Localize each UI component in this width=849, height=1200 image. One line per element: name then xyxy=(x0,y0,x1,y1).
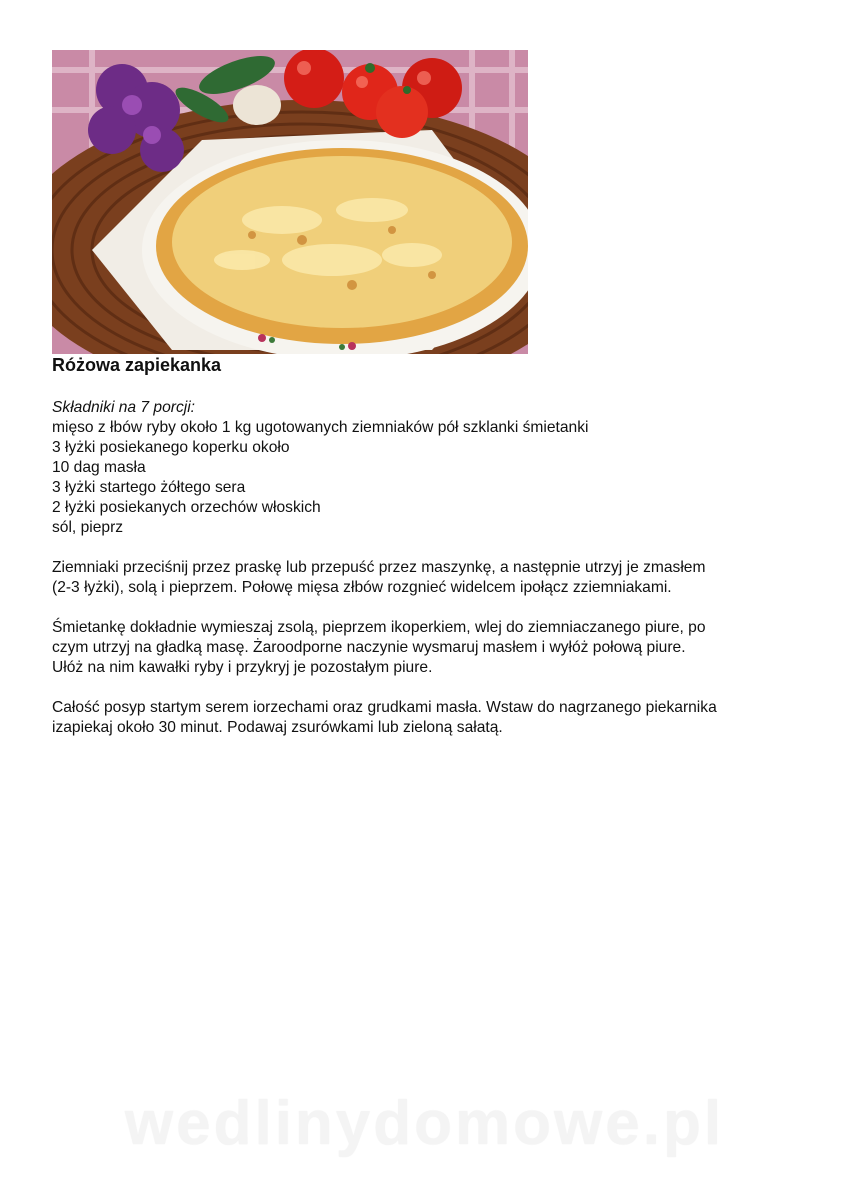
instruction-line: czym utrzyj na gładką masę. Żaroodporne naczynie wysmaruj masłem i wyłóż połową piure. xyxy=(52,639,686,656)
ingredient-line: 3 łyżki startego żółtego sera xyxy=(52,479,246,496)
ingredient-line: 10 dag masła xyxy=(52,459,146,476)
instruction-line: izapiekaj około 30 minut. Podawaj zsurówkami lub zieloną sałatą. xyxy=(52,719,503,736)
ingredients-heading: Składniki na 7 porcji: xyxy=(52,399,196,416)
instruction-paragraph xyxy=(52,698,812,738)
ingredient-line: 2 łyżki posiekanych orzechów włoskich xyxy=(52,499,321,516)
instruction-line: (2-3 łyżki), solą i pieprzem. Połowę mięsa złbów rozgnieć widelcem ipołącz zziemniakami. xyxy=(52,579,672,596)
recipe-title: Różowa zapiekanka xyxy=(52,355,222,375)
instruction-line: Ziemniaki przeciśnij przez praskę lub przepuść przez maszynkę, a następnie utrzyj je zmasłem xyxy=(52,559,706,576)
site-watermark: wedlinydomowe.pl xyxy=(124,1089,725,1158)
instruction-paragraph xyxy=(52,558,812,598)
ingredient-line: 3 łyżki posiekanego koperku około xyxy=(52,439,290,456)
ingredient-line: sól, pieprz xyxy=(52,519,124,536)
ingredient-line: mięso z łbów ryby około 1 kg ugotowanych ziemniaków pół szklanki śmietanki xyxy=(52,419,589,436)
instruction-line: Śmietankę dokładnie wymieszaj zsolą, pieprzem ikoperkiem, wlej do ziemniaczanego piure, po xyxy=(52,619,706,636)
recipe-body xyxy=(52,398,812,738)
instruction-line: Całość posyp startym serem iorzechami oraz grudkami masła. Wstaw do nagrzanego piekarnika xyxy=(52,699,717,716)
instruction-line: Ułóż na nim kawałki ryby i przykryj je pozostałym piure. xyxy=(52,659,433,676)
instruction-paragraph xyxy=(52,618,812,678)
casserole-photo xyxy=(52,50,528,354)
